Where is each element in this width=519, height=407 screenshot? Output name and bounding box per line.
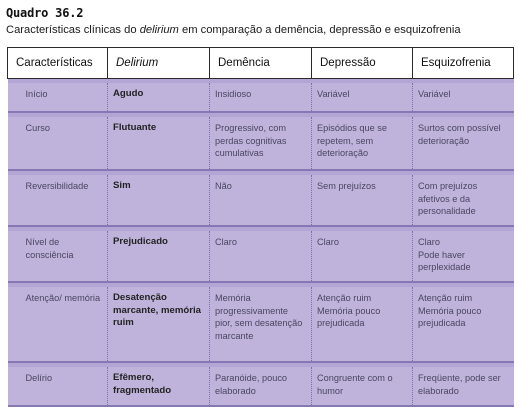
cell-esquizofrenia: Claro Pode haver perplexidade (413, 231, 514, 281)
cell-demencia: Não (210, 175, 312, 225)
cell-depressao: Claro (312, 231, 413, 281)
table-row (8, 175, 514, 225)
cell-esquizofrenia: Freqüente, pode ser elaborado (413, 367, 514, 405)
cell-esquizofrenia: Com prejuízos afetivos e da personalidade (413, 175, 514, 225)
header-demencia: Demência (210, 48, 312, 79)
table-row (8, 231, 514, 281)
table-row (8, 117, 514, 169)
cell-depressao: Variável (312, 83, 413, 111)
cell-depressao: Congruente com o humor (312, 367, 413, 405)
cell-depressao: Sem prejuízos (312, 175, 413, 225)
cell-delirium: Flutuante (108, 117, 210, 169)
cell-esquizofrenia: Surtos com possível deterioração (413, 117, 514, 169)
caption-suffix: em comparação a demência, depressão e esquizofrenia (179, 24, 461, 36)
cell-demencia: Paranóide, pouco elaborado (210, 367, 312, 405)
cell-delirium: Sim (108, 175, 210, 225)
cell-depressao: Atenção ruim Memória pouco prejudicada (312, 287, 413, 361)
cell-esquizofrenia: Variável (413, 83, 514, 111)
cell-demencia: Progressivo, com perdas cognitivas cumulativas (210, 117, 312, 169)
table-header-row (8, 48, 514, 79)
quadro-caption (6, 24, 516, 36)
table-row (8, 287, 514, 361)
header-caracteristicas: Características (8, 48, 108, 79)
cell-caracteristica: Atenção/ memória (8, 287, 108, 361)
cell-esquizofrenia: Atenção ruim Memória pouco prejudicada (413, 287, 514, 361)
caption-prefix: Características clínicas do (6, 24, 140, 36)
cell-caracteristica: Reversibilidade (8, 175, 108, 225)
caption-italic: delirium (140, 24, 179, 36)
cell-caracteristica: Delírio (8, 367, 108, 405)
table-row (8, 367, 514, 405)
cell-demencia: Claro (210, 231, 312, 281)
header-depressao: Depressão (312, 48, 413, 79)
table-row (8, 83, 514, 111)
cell-caracteristica: Curso (8, 117, 108, 169)
cell-delirium: Desatenção marcante, memória ruim (108, 287, 210, 361)
comparison-table (7, 47, 514, 407)
header-delirium: Delirium (108, 48, 210, 79)
cell-caracteristica: Início (8, 83, 108, 111)
header-esquizofrenia: Esquizofrenia (413, 48, 514, 79)
cell-depressao: Episódios que se repetem, sem deterioração (312, 117, 413, 169)
cell-caracteristica: Nível de consciência (8, 231, 108, 281)
table-body (8, 79, 514, 407)
cell-delirium: Efêmero, fragmentado (108, 367, 210, 405)
cell-demencia: Insidioso (210, 83, 312, 111)
quadro-title: Quadro 36.2 (6, 6, 83, 20)
cell-demencia: Memória progressivamente pior, sem desatenção marcante (210, 287, 312, 361)
cell-delirium: Agudo (108, 83, 210, 111)
cell-delirium: Prejudicado (108, 231, 210, 281)
